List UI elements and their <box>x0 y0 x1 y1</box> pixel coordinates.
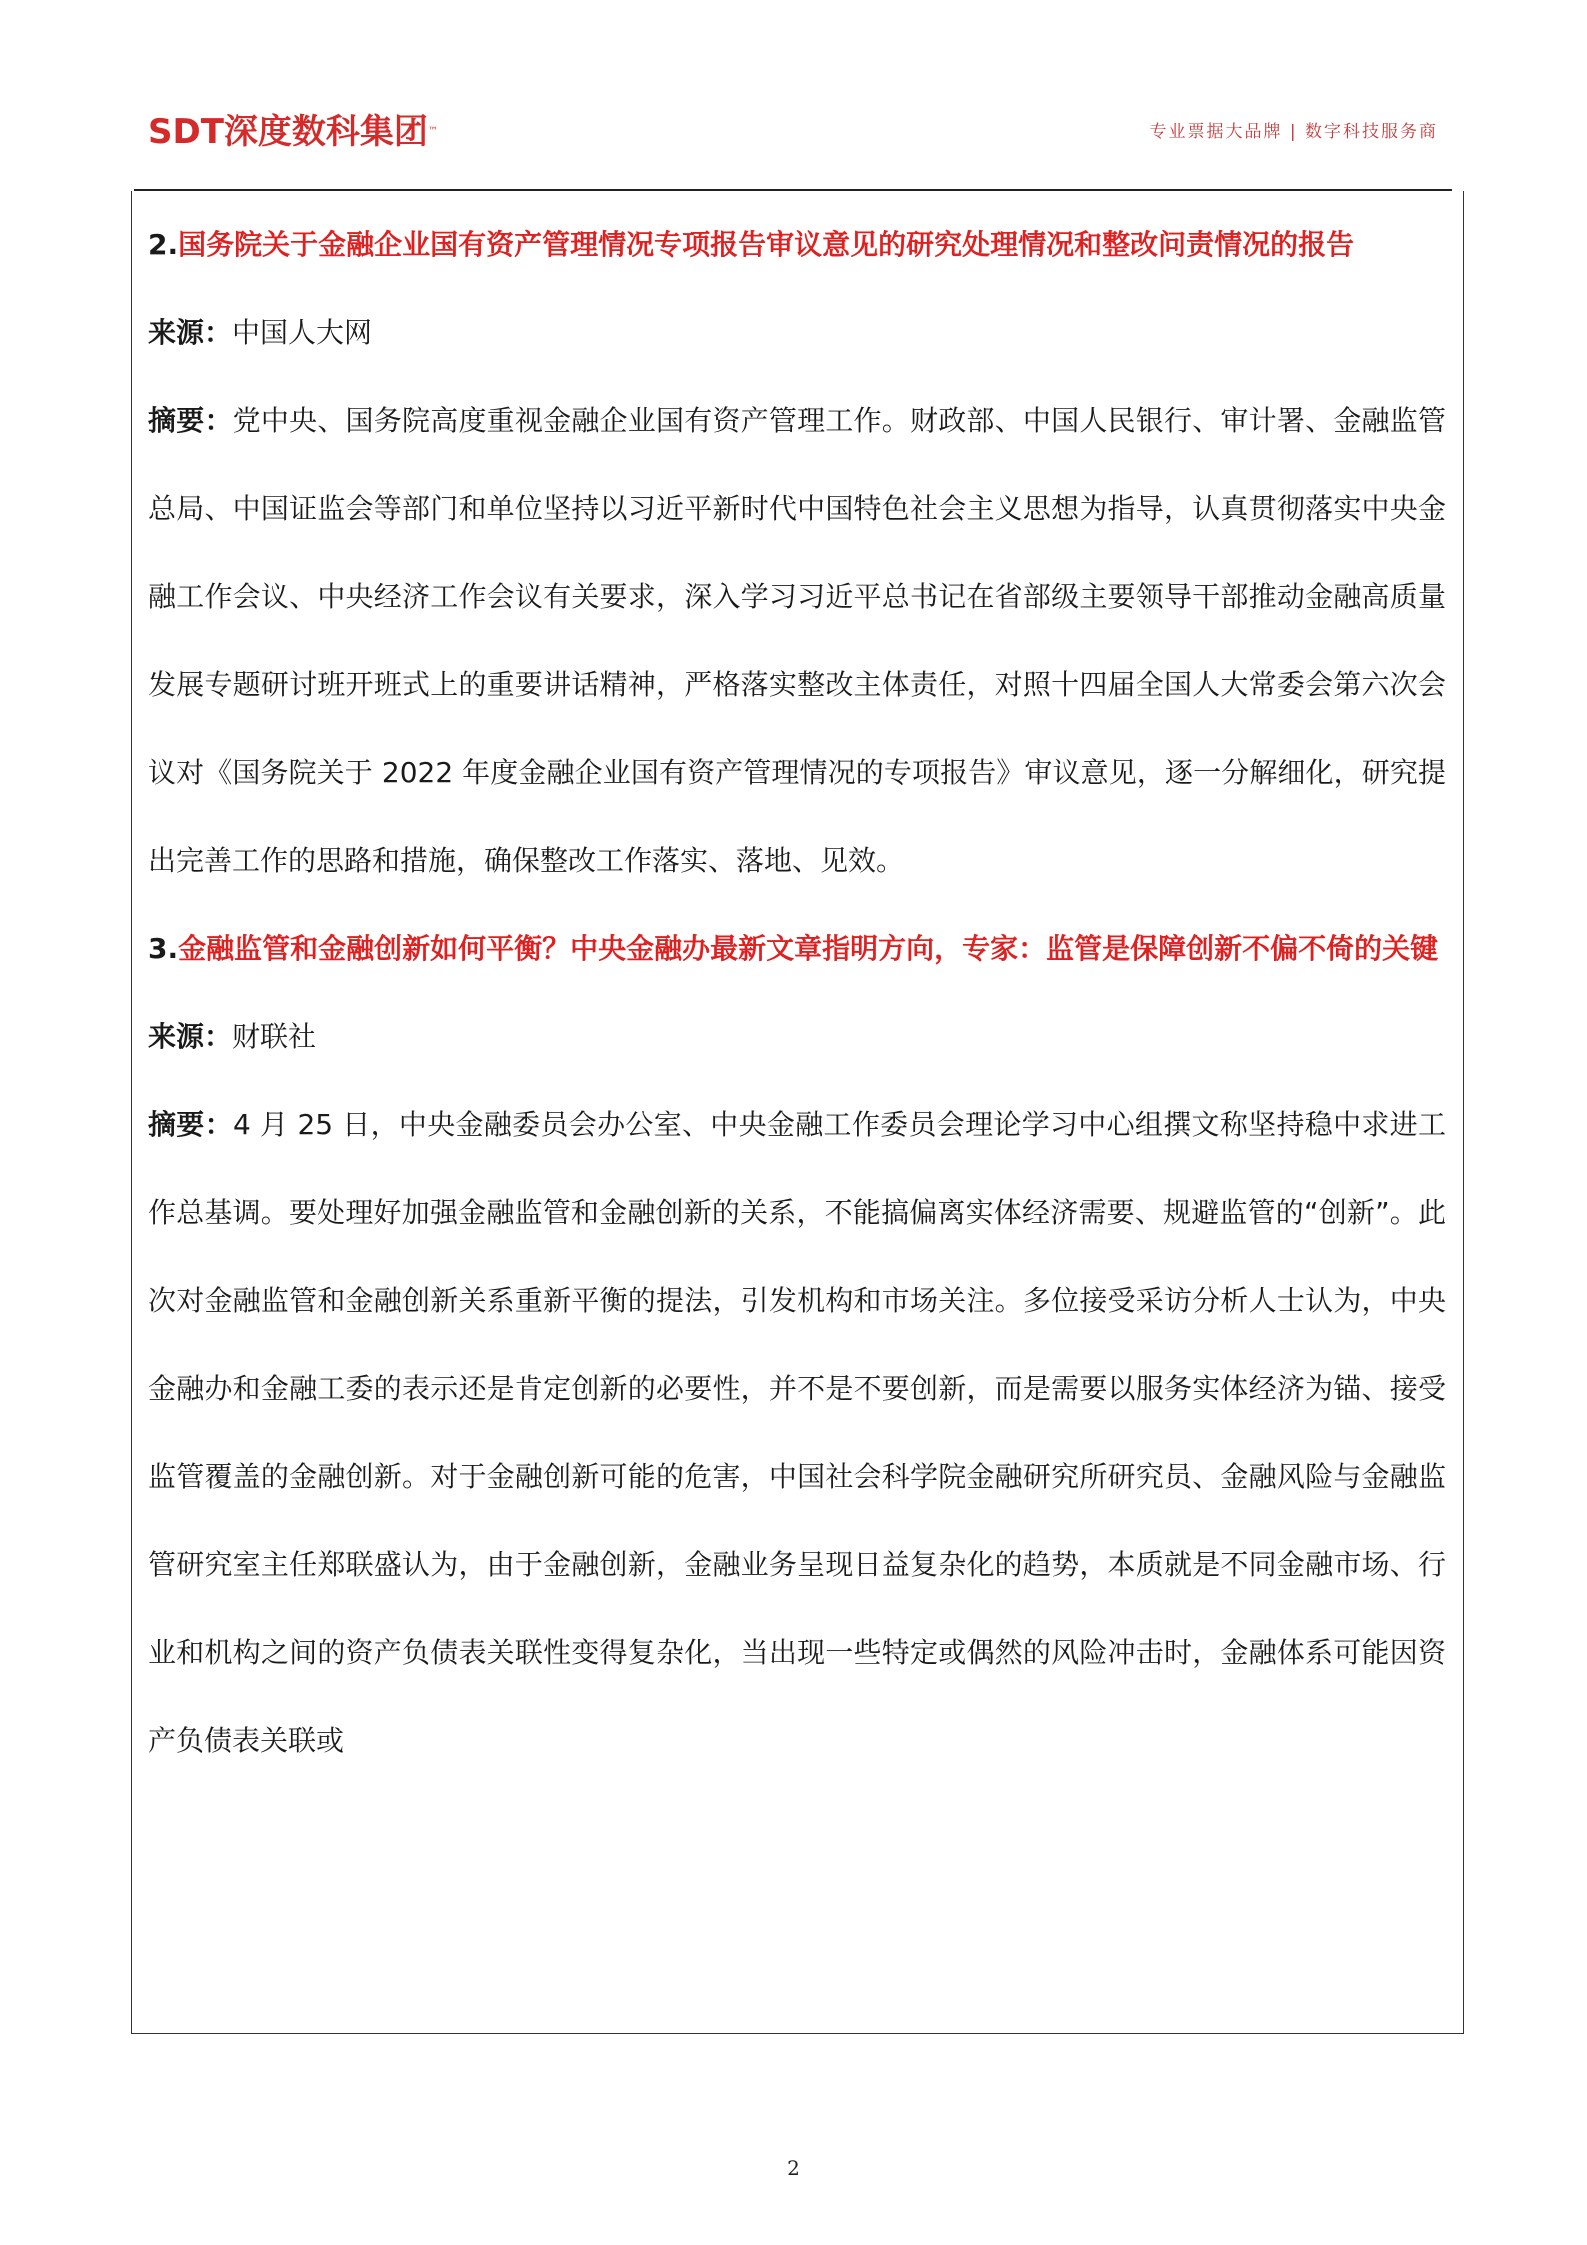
summary-label: 摘要： <box>148 404 233 437</box>
article-summary <box>148 1081 1446 1785</box>
logo-name: 深度数科集团 <box>223 112 428 152</box>
summary-text: 4 月 25 日，中央金融委员会办公室、中央金融工作委员会理论学习中心组撰文称坚持稳中求进工作总基调。要处理好加强金融监管和金融创新的关系，不能搞偏离实体经济需要、规避监管的“创新”。此次对金融监管和金融创新关系重新平衡的提法，引发机构和市场关注。多位接受采访分析人士认为，中央金融办和金融工委的表示还是肯定创新的必要性，并不是不要创新，而是需要以服务实体经济为锚、接受监管覆盖的金融创新。对于金融创新可能的危害，中国社会科学院金融研究所研究员、金融风险与金融监管研究室主任郑联盛认为，由于金融创新，金融业务呈现日益复杂化的趋势，本质就是不同金融市场、行业和机构之间的资产负债表关联性变得复杂化，当出现一些特定或偶然的风险冲击时，金融体系可能因资产负债表关联或 <box>148 1108 1446 1757</box>
logo-sdt: SDT <box>148 112 224 152</box>
logo-trademark: ™ <box>427 126 438 137</box>
header-tagline: 专业票据大品牌 | 数字科技服务商 <box>1149 122 1438 142</box>
page-header <box>148 110 1438 158</box>
article-number: 3. <box>148 932 179 965</box>
summary-text: 党中央、国务院高度重视金融企业国有资产管理工作。财政部、中国人民银行、审计署、金融监管总局、中国证监会等部门和单位坚持以习近平新时代中国特色社会主义思想为指导，认真贯彻落实中央金融工作会议、中央经济工作会议有关要求，深入学习习近平总书记在省部级主要领导干部推动金融高质量发展专题研讨班开班式上的重要讲话精神，严格落实整改主体责任，对照十四届全国人大常委会第六次会议对《国务院关于 2022 年度金融企业国有资产管理情况的专项报告》审议意见，逐一分解细化，研究提出完善工作的思路和措施，确保整改工作落实、落地、见效。 <box>148 404 1446 877</box>
article-title-text: 国务院关于金融企业国有资产管理情况专项报告审议意见的研究处理情况和整改问责情况的报告 <box>178 228 1355 261</box>
article-list <box>148 201 1446 1785</box>
content-frame <box>131 191 1464 2034</box>
article-source <box>148 289 1446 377</box>
source-value: 中国人大网 <box>232 316 373 349</box>
summary-label: 摘要： <box>148 1108 233 1141</box>
page-number: 2 <box>787 2156 800 2180</box>
source-label: 来源： <box>148 316 233 349</box>
article-source <box>148 993 1446 1081</box>
article-title <box>148 201 1446 289</box>
article-summary <box>148 377 1446 905</box>
company-logo <box>148 110 438 154</box>
article-title-text: 金融监管和金融创新如何平衡？中央金融办最新文章指明方向，专家：监管是保障创新不偏不倚的关键 <box>178 932 1439 965</box>
article-number: 2. <box>148 228 179 261</box>
source-label: 来源： <box>148 1020 233 1053</box>
source-value: 财联社 <box>232 1020 317 1053</box>
article-title <box>148 905 1446 993</box>
